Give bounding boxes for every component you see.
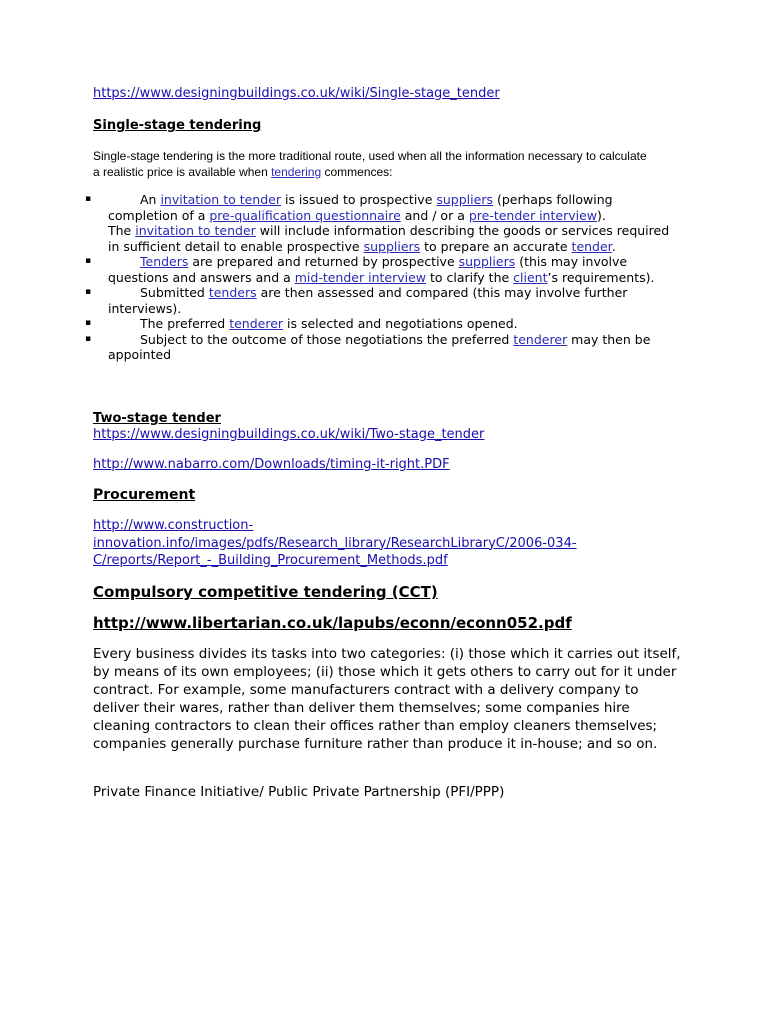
invitation-to-tender-link[interactable]: invitation to tender bbox=[135, 223, 256, 238]
bullet-icon: ▪ bbox=[85, 256, 92, 266]
pre-tender-interview-link[interactable]: pre-tender interview bbox=[468, 207, 597, 223]
tender-steps-list bbox=[85, 192, 683, 363]
tenders-link[interactable]: tenders bbox=[208, 285, 257, 300]
cct-heading: Compulsory competitive tendering (CCT) bbox=[93, 583, 438, 601]
single-stage-tender-link[interactable]: https://www.designingbuildings.co.uk/wiki/Single-stage_tender bbox=[93, 86, 500, 101]
libertarian-pdf-link[interactable]: http://www.libertarian.co.uk/lapubs/econn/econn052.pdf bbox=[93, 614, 572, 632]
mid-tender-interview-link[interactable]: mid-tender interview bbox=[294, 269, 427, 285]
bullet-icon: ▪ bbox=[85, 333, 92, 344]
invitation-to-tender-link[interactable]: invitation to tender bbox=[160, 192, 281, 207]
two-stage-tender-link[interactable]: https://www.designingbuildings.co.uk/wiki/Two-stage_tender bbox=[93, 427, 485, 442]
construction-innovation-link[interactable]: C/reports/Report_-_Building_Procurement_Methods.pdf bbox=[93, 553, 448, 568]
list-item: ▪ Subject to the outcome of those negotiations the preferred tenderer may then be appointed bbox=[85, 331, 651, 362]
tenderer-link[interactable]: tenderer bbox=[229, 316, 284, 331]
suppliers-link[interactable]: suppliers bbox=[458, 254, 516, 269]
tender-link[interactable]: tender bbox=[571, 238, 612, 254]
list-item: ▪ Submitted tenders are then assessed and compared (this may involve further interviews). bbox=[85, 285, 628, 316]
bullet-icon: ▪ bbox=[85, 194, 92, 204]
pre-qualification-questionnaire-link[interactable]: pre-qualification questionnaire bbox=[209, 207, 401, 223]
list-item: ▪ An invitation to tender is issued to prospective suppliers (perhaps following completion of a pre-qualification questionnaire and / or a pre-tender interview). The invitation to tender will include information describing the goods or services required in sufficient detail to enable prospective suppliers to prepare an accurate tender. bbox=[85, 192, 670, 254]
list-item: ▪ The preferred tenderer is selected and negotiations opened. bbox=[85, 316, 518, 331]
suppliers-link[interactable]: suppliers bbox=[436, 192, 493, 207]
tendering-link[interactable]: tendering bbox=[271, 165, 322, 179]
bullet-icon: ▪ bbox=[85, 287, 92, 297]
list-item: ▪ Tenders are prepared and returned by prospective suppliers (this may involve questions and answers and a mid-tender interview to clarify the client’s requirements). bbox=[85, 254, 655, 285]
client-link[interactable]: client bbox=[513, 269, 548, 285]
pfi-ppp-line: Private Finance Initiative/ Public Private Partnership (PFI/PPP) bbox=[93, 784, 505, 800]
nabarro-pdf-link[interactable]: http://www.nabarro.com/Downloads/timing-it-right.PDF bbox=[93, 457, 450, 472]
procurement-heading: Procurement bbox=[93, 487, 196, 503]
single-stage-heading: Single-stage tendering bbox=[93, 118, 262, 133]
suppliers-link[interactable]: suppliers bbox=[363, 238, 421, 254]
construction-innovation-link-block bbox=[93, 517, 577, 570]
construction-innovation-link[interactable]: http://www.construction- bbox=[93, 518, 254, 533]
construction-innovation-link[interactable]: innovation.info/images/pdfs/Research_library/ResearchLibraryC/2006-034- bbox=[93, 535, 577, 551]
two-stage-heading: Two-stage tender bbox=[93, 411, 221, 426]
intro-paragraph: Single-stage tendering is the more traditional route, used when all the information necessary to calculate a realistic price is available when tendering commences: bbox=[93, 149, 647, 179]
bullet-icon: ▪ bbox=[85, 318, 92, 328]
every-business-paragraph: Every business divides its tasks into two categories: (i) those which it carries out itself, by means of its own employees; (ii) those which it gets others to carry out for it under contract. For example, some manufacturers contract with a delivery company to deliver their wares, rather than deliver them themselves; some companies hire cleaning contractors to clean their offices rather than employ cleaners themselves; companies generally purchase furniture rather than produce it in-house; and so on. bbox=[93, 646, 681, 752]
tenderer-link[interactable]: tenderer bbox=[513, 331, 568, 347]
tenders-link[interactable]: Tenders bbox=[140, 254, 189, 269]
